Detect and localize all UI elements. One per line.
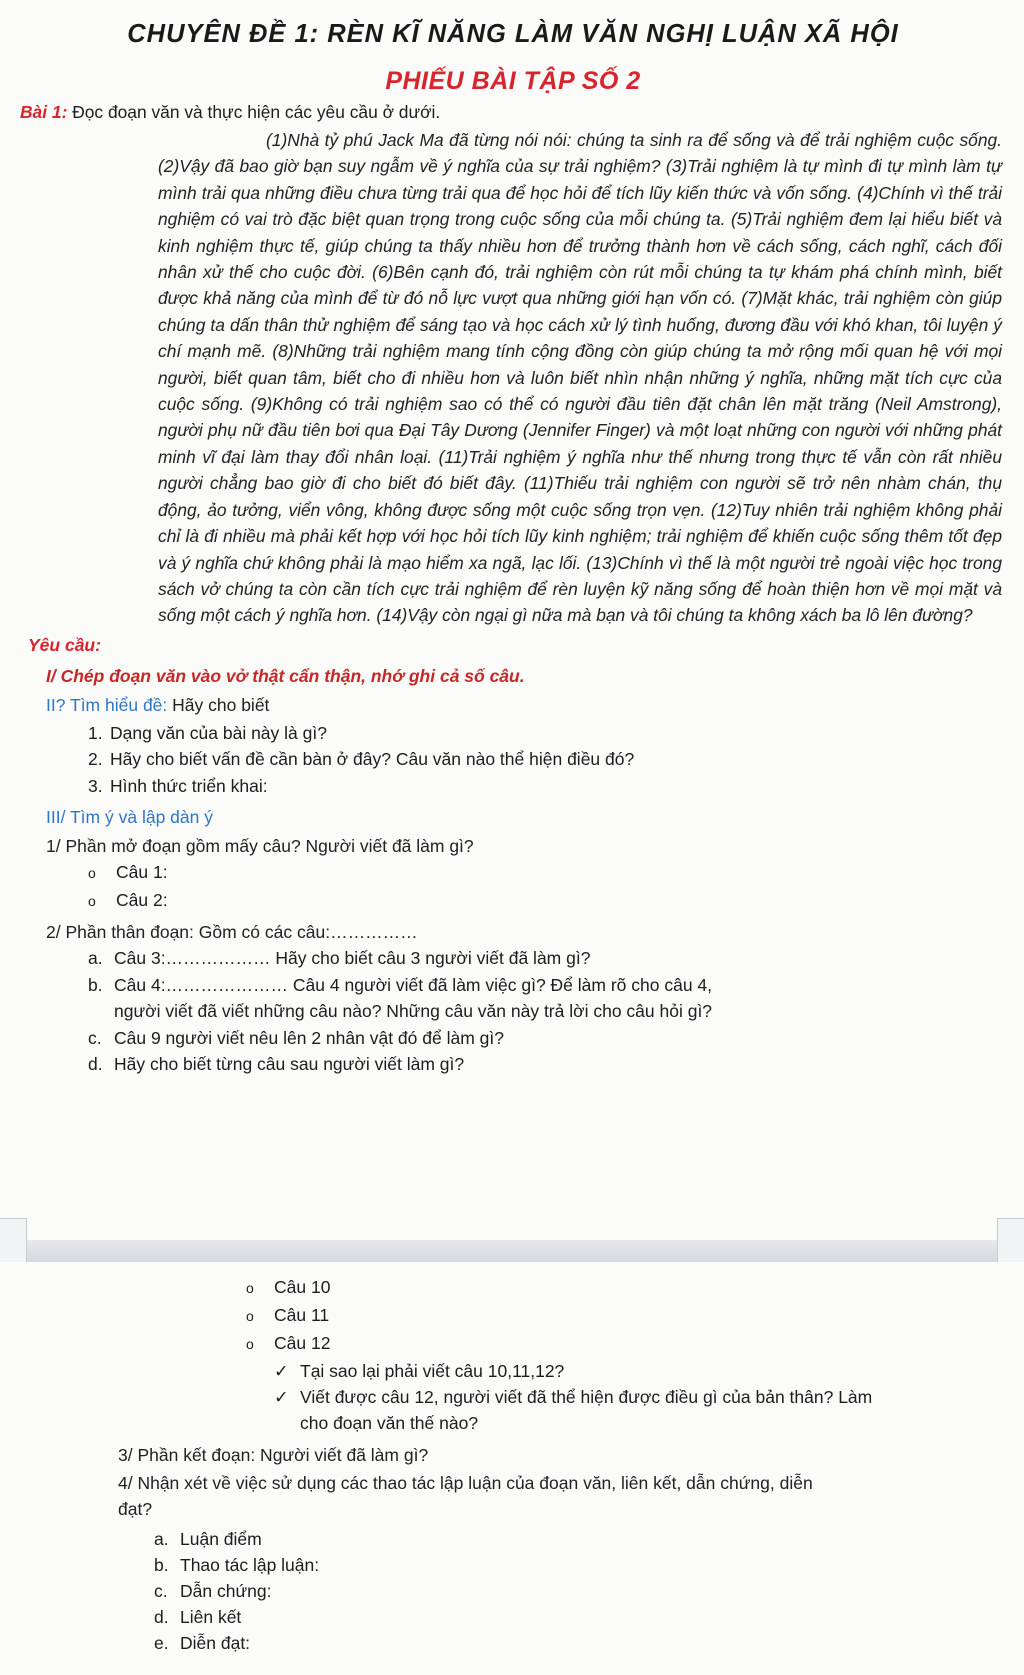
circle-bullet-icon: o — [88, 865, 96, 882]
section-3-question-1: 1/ Phần mở đoạn gồm mấy câu? Người viết đã làm gì? — [46, 836, 474, 857]
section-3-heading: III/ Tìm ý và lập dàn ý — [46, 807, 213, 828]
list-item: a. Câu 3:……………… Hãy cho biết câu 3 người viết đã làm gì? — [88, 948, 591, 969]
section-3-question-2: 2/ Phần thân đoạn: Gồm có các câu:…………… — [46, 922, 418, 943]
page-gap — [0, 1240, 1024, 1262]
page-edge — [997, 1218, 1024, 1264]
list-item: 1. Dạng văn của bài này là gì? — [88, 722, 327, 743]
page-edge — [0, 1218, 27, 1264]
exercise-heading — [20, 102, 1008, 123]
list-item: d. Hãy cho biết từng câu sau người viết làm gì? — [88, 1054, 465, 1075]
list-item: ✓ Tại sao lại phải viết câu 10,11,12? — [274, 1358, 1008, 1384]
worksheet-page-2 — [0, 1262, 1024, 1675]
check-questions — [18, 1358, 1008, 1436]
list-item: o Câu 2: — [88, 887, 1008, 915]
section-1-copy-task: I/ Chép đoạn văn vào vở thật cẩn thận, nhớ ghi cả số câu. — [46, 665, 525, 686]
checkmark-icon: ✓ — [274, 1387, 289, 1407]
list-item: c. Câu 9 người viết nêu lên 2 nhân vật đó để làm gì? — [88, 1027, 504, 1048]
list-item: o Câu 1: — [88, 859, 1008, 887]
topic-title: CHUYÊN ĐỀ 1: RÈN KĨ NĂNG LÀM VĂN NGHỊ LUẬN XÃ HỘI — [127, 20, 899, 48]
list-item: d. Liên kết — [154, 1607, 242, 1627]
list-item: o Câu 11 — [246, 1302, 1008, 1330]
checkmark-icon: ✓ — [274, 1361, 289, 1381]
list-item: b. Câu 4:………………… Câu 4 người viết đã làm việc gì? Để làm rõ cho câu 4, — [88, 974, 713, 995]
section-3-q2-items — [18, 945, 1008, 1078]
requirements-label: Yêu cầu: — [28, 634, 101, 655]
exercise-instruction: Đọc đoạn văn và thực hiện các yêu cầu ở dưới. — [72, 102, 441, 122]
list-item: ✓ Viết được câu 12, người viết đã thể hiện được điều gì của bản thân? Làm cho đoạn văn thế nào? — [274, 1384, 1008, 1436]
list-item: e. Diễn đạt: — [154, 1633, 251, 1653]
circle-bullet-icon: o — [88, 892, 96, 909]
circle-bullet-icon: o — [246, 1280, 254, 1296]
section-2-label: II? Tìm hiểu đề: — [46, 694, 168, 715]
circle-bullet-icon: o — [246, 1336, 254, 1352]
list-item: a. Luận điểm — [154, 1529, 262, 1549]
section-2-questions — [18, 720, 1008, 800]
section-3-q1-items — [18, 859, 1008, 914]
sentences-list — [18, 1274, 1008, 1358]
list-item: o Câu 10 — [246, 1274, 1008, 1302]
reading-passage: (1)Nhà tỷ phú Jack Ma đã từng nói nói: chúng ta sinh ra để sống và để trải nghiệm cuộc sống. (2)Vậy đã bao giờ bạn suy ngẫm về ý nghĩa của sự trải nghiệm? (3)Trải nghiệm là tự mình đi tự mình làm tự mình trải qua những điều chưa từng trải qua để học hỏi để tích lũy kiến thức và vốn sống. (4)Chính vì thế trải nghiệm có vai trò đặc biệt quan trọng trong cuộc sống của mỗi chúng ta. (5)Trải nghiệm đem lại hiểu biết và kinh nghiệm thực tế, giúp chúng ta thấy nhiều hơn để trưởng thành hơn về cách sống, cách nghĩ, cách đối nhân xử thế cho cuộc đời. (6)Bên cạnh đó, trải nghiệm còn rút mỗi chúng ta tự khám phá chính mình, biết được khả năng của mình để từ đó nỗ lực vượt qua những giới hạn vốn có. (7)Mặt khác, trải nghiệm còn giúp chúng ta dấn thân thử nghiệm để sáng tạo và học cách xử lý tình huống, đương đầu với khó khan, tôi luyện ý chí mạnh mẽ. (8)Những trải nghiệm mang tính cộng đồng còn giúp chúng ta mở rộng mối quan hệ với mọi người, biết quan tâm, biết cho đi nhiều hơn và luôn biết nhìn nhận những ý nghĩa, những mặt tích cực của cuộc sống. (9)Không có trải nghiệm sao có thể có người đầu tiên đặt chân lên mặt trăng (Neil Amstrong), người phụ nữ đầu tiên bơi qua Đại Tây Dương (Jennifer Finger) và một loạt những con người với những phát minh vĩ đại làm thay đổi nhân loại. (11)Trải nghiệm ý nghĩa như thế nhưng trong thực tế vẫn còn rất nhiều người chẳng bao giờ đi cho biết đó biết đây. (11)Thiếu trải nghiệm con người sẽ trở nên nhàm chán, thụ động, ảo tưởng, viển vông, không được sống một cuộc sống trọn vẹn. (12)Tuy nhiên trải nghiệm không phải chỉ là đi nhiều mà phải kết hợp với học hỏi tích lũy kinh nghiệm; trải nghiệm để khiến cuộc sống thêm tốt đẹp và ý nghĩa chứ không phải là mạo hiểm xa ngã, lạc lối. (13)Chính vì thế là một người trẻ ngoài việc học trong sách vở chúng ta còn cần tích cực trải nghiệm để rèn luyện kỹ năng sống để hoàn thiện hơn về mọi mặt và sống một cách ý nghĩa hơn. (14)Vậy còn ngại gì nữa mà bạn và tôi chúng ta không xách ba lô lên đường? — [158, 130, 1002, 626]
worksheet-subtitle: PHIẾU BÀI TẬP SỐ 2 — [385, 67, 641, 95]
question-4-items — [18, 1526, 1008, 1656]
list-item: 3. Hình thức triển khai: — [88, 775, 268, 796]
circle-bullet-icon: o — [246, 1308, 254, 1324]
list-item: o Câu 12 — [246, 1330, 1008, 1358]
question-4: 4/ Nhận xét về việc sử dụng các thao tác lập luận của đoạn văn, liên kết, dẫn chứng, diễn đạt? — [118, 1473, 813, 1519]
list-item: 2. Hãy cho biết vấn đề cần bàn ở đây? Câu văn nào thể hiện điều đó? — [88, 749, 635, 770]
list-item: người viết đã viết những câu nào? Những câu văn này trả lời cho câu hỏi gì? — [114, 1001, 713, 1022]
list-item: b. Thao tác lập luận: — [154, 1555, 320, 1575]
question-3: 3/ Phần kết đoạn: Người viết đã làm gì? — [118, 1445, 429, 1465]
section-2-heading — [46, 695, 1008, 716]
exercise-label: Bài 1: — [20, 102, 68, 122]
list-item: c. Dẫn chứng: — [154, 1581, 272, 1601]
section-2-rest: Hãy cho biết — [167, 694, 270, 715]
